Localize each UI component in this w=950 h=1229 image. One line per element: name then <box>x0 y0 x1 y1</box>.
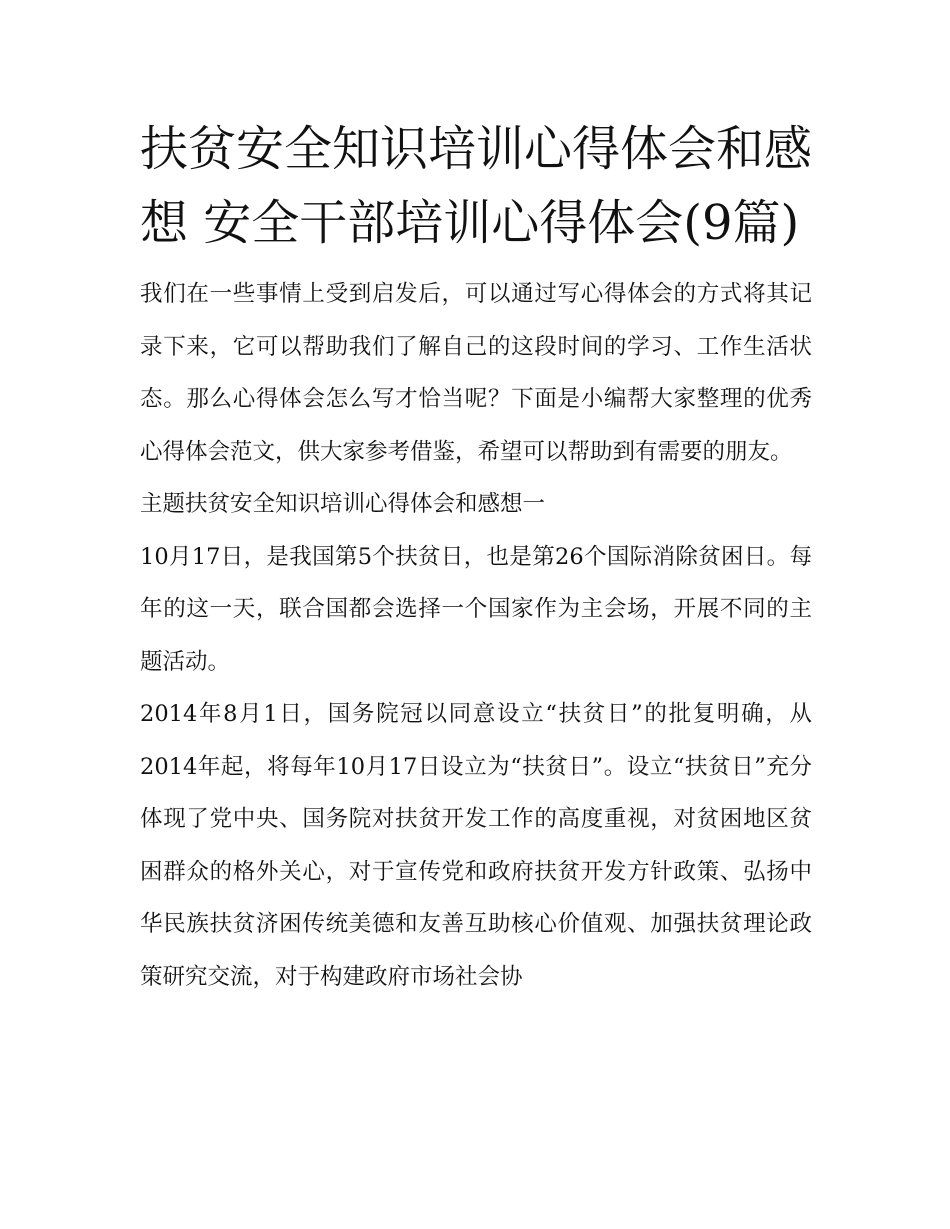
section-heading: 主题扶贫安全知识培训心得体会和感想一 <box>140 491 546 517</box>
body-paragraph-1: 10月17日，是我国第5个扶贫日，也是第26个国际消除贫困日。每年的这一天，联合国都会选择一个国家作为主会场，开展不同的主题活动。 <box>140 543 812 675</box>
document-body <box>140 112 812 1003</box>
document-title: 扶贫安全知识培训心得体会和感想 安全干部培训心得体会(9篇) <box>140 121 813 251</box>
body-paragraph-2: 2014年8月1日，国务院冠以同意设立“扶贫日”的批复明确，从2014年起，将每年10月17日设立为“扶贫日”。设立“扶贫日”充分体现了党中央、国务院对扶贫开发工作的高度重视，对贫困地区贫困群众的格外关心，对于宣传党和政府扶贫开发方针政策、弘扬中华民族扶贫济困传统美德和友善互助核心价值观、加强扶贫理论政策研究交流，对于构建政府市场社会协 <box>140 701 812 990</box>
intro-paragraph: 我们在一些事情上受到启发后，可以通过写心得体会的方式将其记录下来，它可以帮助我们了解自己的这段时间的学习、工作生活状态。那么心得体会怎么写才恰当呢？下面是小编帮大家整理的优秀心得体会范文，供大家参考借鉴，希望可以帮助到有需要的朋友。 <box>140 281 812 465</box>
